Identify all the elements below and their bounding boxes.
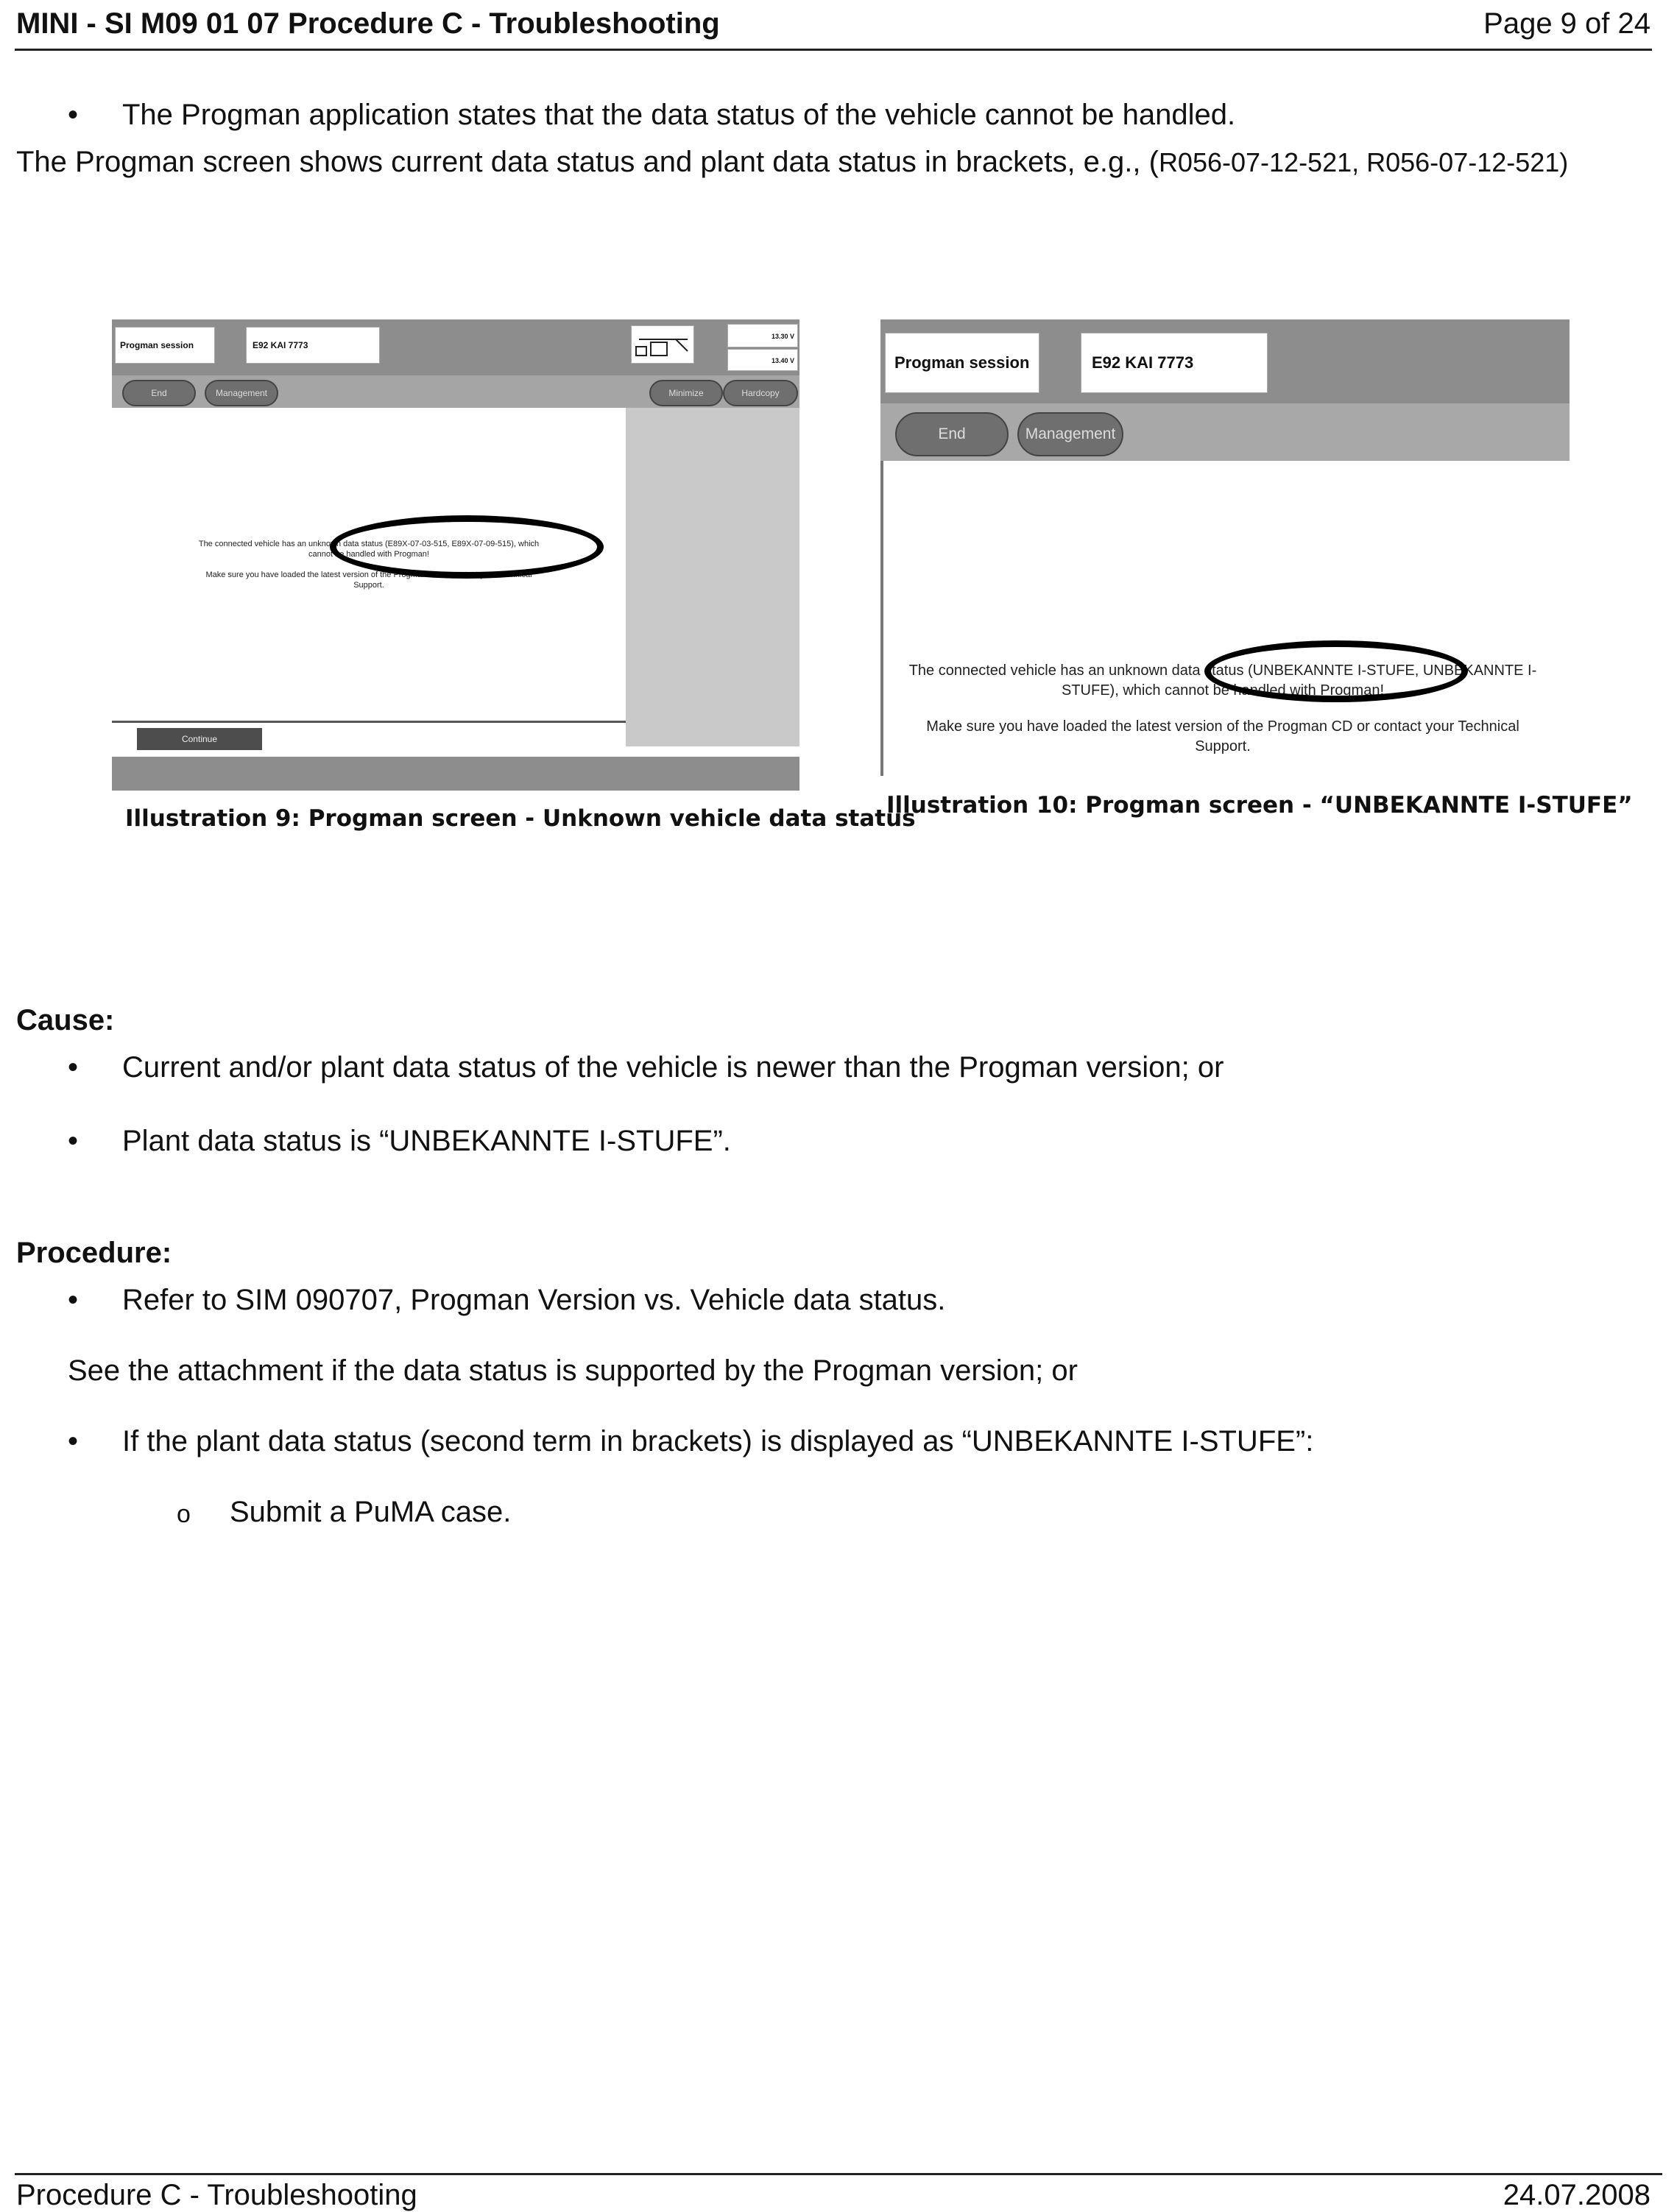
status-message-line-3: Make sure you have loaded the latest version of the Progman CD or contact your Technical: [205, 570, 532, 579]
bullet-marker: •: [68, 1425, 79, 1457]
minimize-button[interactable]: Minimize: [649, 380, 723, 406]
continue-button[interactable]: Continue: [137, 728, 262, 750]
side-panel: [626, 408, 799, 746]
bullet-marker: •: [68, 99, 79, 131]
status-message-line-1: The connected vehicle has an unknown data status (E89X-07-03-515, E89X-07-09-515), which: [198, 540, 540, 548]
end-button[interactable]: End: [122, 380, 196, 406]
hardcopy-button[interactable]: Hardcopy: [723, 380, 798, 406]
procedure-item-2: If the plant data status (second term in brackets) is displayed as “UNBEKANNTE I-STUFE”:: [122, 1425, 1314, 1457]
intro-bullet: The Progman application states that the data status of the vehicle cannot be handled.: [122, 99, 1236, 131]
highlight-oval: [1204, 640, 1468, 702]
page-number: Page 9 of 24: [1483, 7, 1650, 40]
illustration-10-screenshot: [880, 319, 1570, 776]
end-button[interactable]: End: [895, 412, 1009, 456]
content-divider: [112, 721, 626, 723]
illustration-10-caption: Illustration 10: Progman screen - “UNBEKANNTE I-STUFE”: [886, 792, 1633, 819]
document-title: MINI - SI M09 01 07 Procedure C - Troubleshooting: [16, 7, 720, 40]
status-message-line-2: STUFE), which cannot be handled with Progman!: [1062, 682, 1384, 699]
management-button[interactable]: Management: [205, 380, 278, 406]
procedure-sub-item: Submit a PuMA case.: [230, 1496, 512, 1528]
intro-paragraph-codes: R056-07-12-521, R056-07-12-521): [1158, 147, 1569, 177]
illustration-9-caption: Illustration 9: Progman screen - Unknown vehicle data status: [125, 805, 916, 832]
status-message-line-4: Support.: [1195, 738, 1251, 755]
vehicle-id: E92 KAI 7773: [1081, 333, 1268, 393]
session-label: Progman session: [115, 327, 215, 364]
battery-voltage-1: 13.30 V: [727, 324, 798, 347]
cause-item-2: Plant data status is “UNBEKANNTE I-STUFE”.: [122, 1125, 731, 1157]
status-message-line-3: Make sure you have loaded the latest version of the Progman CD or contact your Technical: [926, 718, 1519, 735]
header-rule: [15, 49, 1652, 51]
cause-heading: Cause:: [16, 1004, 115, 1036]
bullet-marker: •: [68, 1051, 79, 1084]
vehicle-connection-icon: [631, 325, 694, 364]
management-button[interactable]: Management: [1017, 412, 1123, 456]
status-message-line-2: cannot be handled with Progman!: [308, 550, 429, 559]
procedure-heading: Procedure:: [16, 1237, 172, 1269]
bullet-marker: •: [68, 1125, 79, 1157]
status-message-line-4: Support.: [353, 581, 384, 590]
bullet-marker: •: [68, 1284, 79, 1316]
screen-left-edge: [880, 461, 883, 776]
highlight-oval: [330, 515, 604, 579]
battery-voltage-2: 13.40 V: [727, 349, 798, 371]
vehicle-id: E92 KAI 7773: [246, 327, 380, 364]
progman-status-bar: [112, 757, 799, 791]
intro-paragraph-text: The Progman screen shows current data status and plant data status in brackets, e.g., (: [16, 146, 1159, 178]
footer-rule: [15, 2173, 1662, 2175]
session-label: Progman session: [885, 333, 1039, 393]
illustration-9-screenshot: [112, 319, 799, 791]
sub-bullet-marker: o: [177, 1500, 191, 1528]
status-message-line-1: The connected vehicle has an unknown data status (UNBEKANNTE I-STUFE, UNBEKANNTE I-: [908, 662, 1537, 679]
intro-paragraph: [16, 146, 1568, 179]
procedure-item-1: Refer to SIM 090707, Progman Version vs. Vehicle data status.: [122, 1284, 946, 1316]
footer-section: Procedure C - Troubleshooting: [16, 2179, 417, 2211]
footer-date: 24.07.2008: [1503, 2179, 1650, 2211]
procedure-note: See the attachment if the data status is supported by the Progman version; or: [68, 1354, 1078, 1387]
cause-item-1: Current and/or plant data status of the vehicle is newer than the Progman version; or: [122, 1051, 1224, 1084]
